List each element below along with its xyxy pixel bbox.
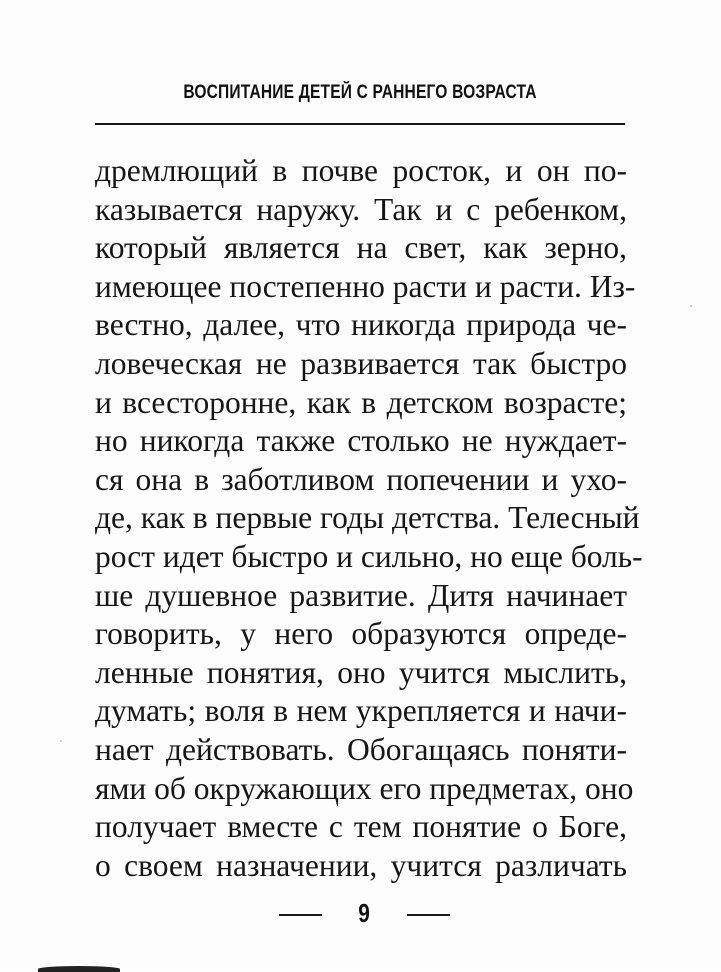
text-line: и всесторонне, как в детском возрасте; bbox=[95, 384, 627, 420]
text-line: ями об окружающих его предметах, оно bbox=[95, 770, 634, 806]
text-line: но никогда также столько не нуждает- bbox=[95, 423, 627, 459]
text-line: вестно, далее, что никогда природа че- bbox=[95, 307, 627, 343]
text-line: ся она в заботливом попечении и ухо- bbox=[95, 461, 627, 497]
text-line: нает действовать. Обогащаясь поняти- bbox=[95, 731, 627, 767]
folio-dash-right bbox=[407, 914, 450, 916]
text-line: получает вместе с тем понятие о Боге, bbox=[95, 809, 627, 845]
text-line: казывается наружу. Так и с ребенком, bbox=[95, 191, 627, 227]
running-head-title: ВОСПИТАНИЕ ДЕТЕЙ С РАННЕГО ВОЗРАСТА bbox=[183, 82, 537, 103]
scan-speck bbox=[690, 305, 692, 307]
scan-speck bbox=[60, 740, 62, 742]
text-line: де, как в первые годы детства. Телесный bbox=[95, 500, 640, 536]
text-line: ше душевное развитие. Дитя начинает bbox=[95, 577, 627, 613]
text-line: о своем назначении, учится различать bbox=[95, 847, 627, 883]
text-line: рост идет быстро и сильно, но еще боль- bbox=[95, 538, 643, 574]
text-line: который является на свет, как зерно, bbox=[95, 230, 627, 266]
text-line: думать; воля в нем укрепляется и начи- bbox=[95, 693, 627, 729]
text-line: имеющее постепенно расти и расти. Из- bbox=[95, 268, 636, 304]
scan-artifact-mark bbox=[38, 966, 120, 972]
page-number: 9 bbox=[358, 898, 370, 928]
header-rule-divider bbox=[95, 123, 625, 125]
text-line: дремлющий в почве росток, и он по- bbox=[95, 153, 627, 188]
text-line: ленные понятия, оно учится мыслить, bbox=[95, 654, 627, 690]
text-line: ловеческая не развивается так быстро bbox=[95, 345, 627, 381]
folio-dash-left bbox=[279, 914, 322, 916]
text-line: говорить, у него образуются опреде- bbox=[95, 616, 627, 652]
page-folio bbox=[0, 896, 721, 936]
body-text-block bbox=[95, 152, 643, 885]
